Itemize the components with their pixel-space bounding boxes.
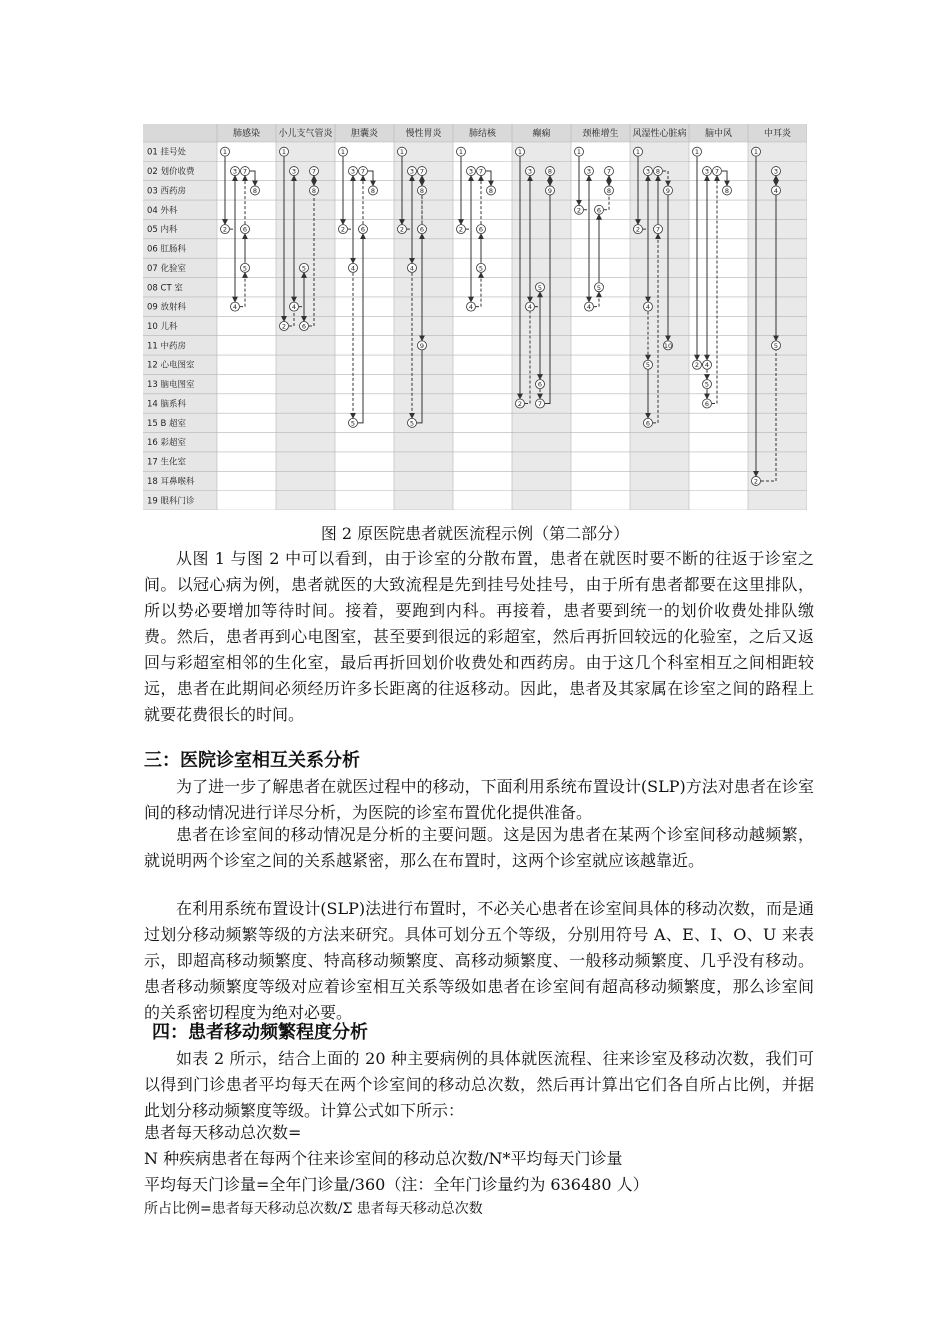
step-number: 7 <box>478 167 484 176</box>
flow-chart-figure <box>143 124 807 510</box>
step-number: 1 <box>222 148 228 157</box>
row-header: 10 儿科 <box>147 322 178 332</box>
column-band <box>630 142 689 510</box>
column-band <box>748 142 807 510</box>
step-number: 5 <box>242 264 248 273</box>
step-number: 8 <box>655 167 661 176</box>
row-header: 14 脑系科 <box>147 399 187 410</box>
row-header: 05 内科 <box>147 225 178 236</box>
row-header: 02 划价收费 <box>147 167 195 178</box>
flow-chart-svg <box>143 124 807 510</box>
step-number: 3 <box>468 167 474 176</box>
row-header: 09 放射科 <box>147 302 187 313</box>
step-number: 1 <box>281 148 287 157</box>
step-number: 2 <box>576 206 582 215</box>
column-band <box>689 142 748 510</box>
step-number: 1 <box>517 148 523 157</box>
step-number: 4 <box>409 264 415 273</box>
step-number: 8 <box>488 186 494 195</box>
step-number: 3 <box>645 167 651 176</box>
step-number: 6 <box>360 225 366 234</box>
column-header: 慢性胃炎 <box>405 129 442 139</box>
row-header: 03 西药房 <box>147 186 187 197</box>
step-number: 8 <box>547 167 553 176</box>
step-number: 2 <box>399 225 405 234</box>
row-header: 18 耳鼻喉科 <box>147 476 195 487</box>
step-number: 7 <box>419 167 425 176</box>
column-header: 颈椎增生 <box>582 129 619 139</box>
paragraph-5: 如表 2 所示，结合上面的 20 种主要病例的具体就医流程、往来诊室及移动次数，我们可以得到门诊患者平均每天在两个诊室间的移动总次数，然后再计算出它们各自所占比例，并据此划分移动频繁度等级。计算公式如下所示： <box>144 1049 814 1120</box>
step-number: 8 <box>252 186 258 195</box>
step-number: 2 <box>635 225 641 234</box>
step-number: 7 <box>360 167 366 176</box>
step-number: 3 <box>586 167 592 176</box>
step-number: 2 <box>222 225 228 234</box>
step-number: 3 <box>350 167 356 176</box>
step-number: 8 <box>606 186 612 195</box>
row-header: 17 生化室 <box>147 457 187 468</box>
column-header: 风湿性心脏病 <box>632 129 687 139</box>
row-header: 12 心电图室 <box>147 360 195 371</box>
step-number: 6 <box>596 206 602 215</box>
row-header: 01 挂号处 <box>147 147 187 158</box>
column-header: 胆囊炎 <box>350 129 379 139</box>
step-number: 4 <box>232 303 238 312</box>
step-number: 3 <box>704 167 710 176</box>
column-band <box>512 142 571 510</box>
step-number: 8 <box>724 186 730 195</box>
row-header: 08 CT 室 <box>147 283 183 294</box>
column-band <box>335 142 394 510</box>
column-band <box>571 142 630 510</box>
row-header: 11 中药房 <box>147 341 187 352</box>
column-header: 中耳炎 <box>763 129 792 139</box>
step-number: 1 <box>753 148 759 157</box>
step-number: 7 <box>242 167 248 176</box>
step-number: 2 <box>458 225 464 234</box>
column-header: 癫痫 <box>532 129 551 139</box>
step-number: 8 <box>311 186 317 195</box>
step-number: 7 <box>655 225 661 234</box>
column-band <box>217 142 276 510</box>
step-number: 9 <box>419 341 425 350</box>
step-number: 1 <box>340 148 346 157</box>
figure-caption: 图 2 原医院患者就医流程示例（第二部分） <box>320 524 630 543</box>
row-header: 13 脑电图室 <box>147 380 195 391</box>
row-header: 19 眼科门诊 <box>147 496 195 507</box>
row-header: 16 彩超室 <box>147 438 187 449</box>
step-number: 6 <box>242 225 248 234</box>
step-number: 5 <box>773 341 779 350</box>
row-header: 07 化验室 <box>147 263 187 274</box>
step-number: 1 <box>635 148 641 157</box>
step-number: 6 <box>704 399 710 408</box>
column-header: 肺感染 <box>232 129 261 139</box>
paragraph-3: 患者在诊室间的移动情况是分析的主要问题。这是因为患者在某两个诊室间移动越频繁，就说明两个诊室之间的关系越紧密，那么在布置时，这两个诊室就应该越靠近。 <box>144 825 814 870</box>
step-number: 4 <box>350 264 356 273</box>
formula-line-4: 所占比例=患者每天移动总次数/Σ 患者每天移动总次数 <box>144 1201 483 1217</box>
step-number: 9 <box>665 186 671 195</box>
step-number: 4 <box>645 303 651 312</box>
step-number: 5 <box>478 264 484 273</box>
step-number: 5 <box>537 283 543 292</box>
step-number: 3 <box>527 167 533 176</box>
step-number: 5 <box>409 419 415 428</box>
step-number: 8 <box>370 186 376 195</box>
row-header: 15 B 超室 <box>147 418 187 429</box>
step-number: 2 <box>340 225 346 234</box>
formula-line-2: N 种疾病患者在每两个往来诊室间的移动总次数/N*平均每天门诊量 <box>144 1149 623 1168</box>
step-number: 5 <box>645 361 651 370</box>
column-band <box>453 142 512 510</box>
step-number: 3 <box>409 167 415 176</box>
section-3-heading: 三：医院诊室相互关系分析 <box>144 750 360 771</box>
step-number: 6 <box>537 380 543 389</box>
step-number: 5 <box>704 380 710 389</box>
step-number: 1 <box>458 148 464 157</box>
step-number: 4 <box>527 303 533 312</box>
section-4-heading: 四：患者移动频繁程度分析 <box>152 1022 368 1043</box>
step-number: 5 <box>596 283 602 292</box>
column-header: 脑中风 <box>704 129 733 139</box>
step-number: 6 <box>478 225 484 234</box>
step-number: 7 <box>606 167 612 176</box>
step-number: 3 <box>773 167 779 176</box>
paragraph-4: 在利用系统布置设计(SLP)法进行布置时，不必关心患者在诊室间具体的移动次数，而是通过划分移动频繁等级的方法来研究。具体可划分五个等级，分别用符号 A、E、I、O、U 来表示，即超高移动频繁度、特高移动频繁度、高移动频繁度、一般移动频繁度、几乎没有移动。患者移动频繁度等级对应着诊室相互关系等级如患者在诊室间有超高移动频繁度，那么诊室间的关系密切程度为绝对必要。 <box>144 899 814 1022</box>
step-number: 4 <box>586 303 592 312</box>
column-band <box>394 142 453 510</box>
step-number: 2 <box>281 322 287 331</box>
step-number: 4 <box>704 361 710 370</box>
step-number: 6 <box>419 225 425 234</box>
step-number: 7 <box>311 167 317 176</box>
step-number: 1 <box>694 148 700 157</box>
step-number: 7 <box>537 399 543 408</box>
step-number: 3 <box>232 167 238 176</box>
paragraph-1: 从图 1 与图 2 中可以看到，由于诊室的分散布置，患者在就医时要不断的往返于诊室之间。以冠心病为例，患者就医的大致流程是先到挂号处挂号，由于所有患者都要在这里排队，所以势必要增加等待时间。接着，要跑到内科。再接着，患者要到统一的划价收费处排队缴费。然后，患者再到心电图室，甚至要到很远的彩超室，然后再折回较远的化验室，之后又返回与彩超室相邻的生化室，最后再折回划价收费处和西药房。由于这几个科室相互之间相距较远，患者在此期间必须经历许多长距离的往返移动。因此，患者及其家属在诊室之间的路程上就要花费很长的时间。 <box>144 549 814 724</box>
step-number: 6 <box>645 419 651 428</box>
step-number: 2 <box>517 399 523 408</box>
step-number: 5 <box>301 264 307 273</box>
step-number: 4 <box>468 303 474 312</box>
step-number: 3 <box>291 167 297 176</box>
formula-line-3: 平均每天门诊量=全年门诊量/360（注：全年门诊量约为 636480 人） <box>144 1175 649 1194</box>
step-number: 1 <box>576 148 582 157</box>
step-number: 8 <box>419 186 425 195</box>
column-header: 肺结核 <box>468 129 497 139</box>
step-number: 7 <box>714 167 720 176</box>
row-header: 06 肛肠科 <box>147 244 187 255</box>
step-number: 5 <box>350 419 356 428</box>
step-number: 4 <box>773 186 779 195</box>
row-header: 04 外科 <box>147 205 178 216</box>
paragraph-2: 为了进一步了解患者在就医过程中的移动，下面利用系统布置设计(SLP)方法对患者在诊室间的移动情况进行详尽分析，为医院的诊室布置优化提供准备。 <box>144 777 814 822</box>
column-header: 小儿支气管炎 <box>278 129 333 139</box>
step-number: 2 <box>753 477 759 486</box>
step-number: 4 <box>291 303 297 312</box>
step-number: 1 <box>399 148 405 157</box>
step-number: 2 <box>694 361 700 370</box>
step-number: 6 <box>301 322 307 331</box>
step-number: 9 <box>547 186 553 195</box>
step-number: 10 <box>663 341 673 350</box>
formula-line-1: 患者每天移动总次数= <box>144 1123 302 1142</box>
